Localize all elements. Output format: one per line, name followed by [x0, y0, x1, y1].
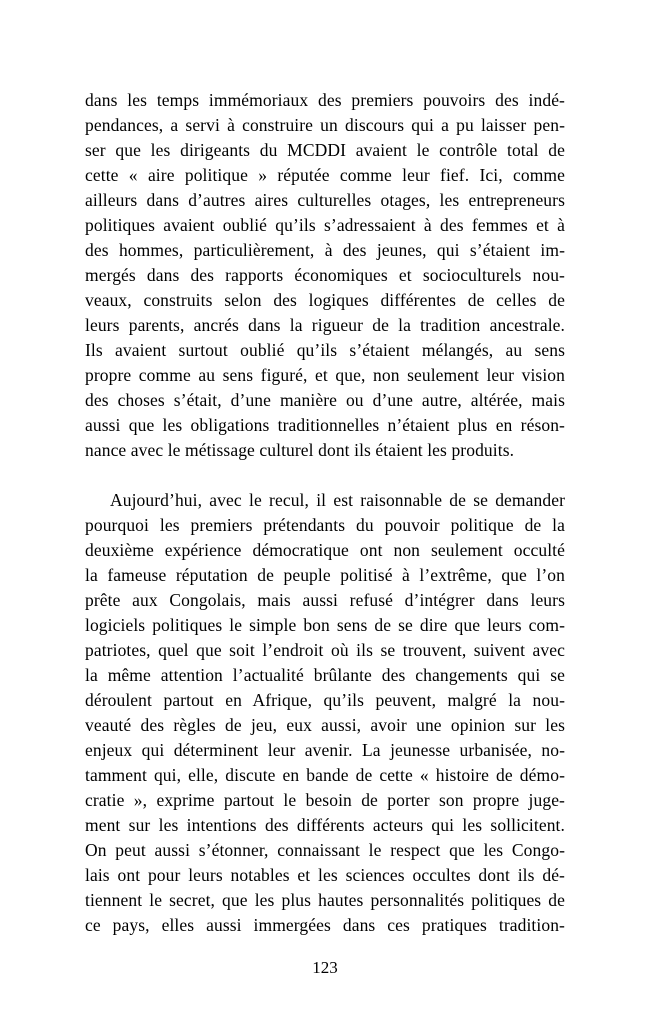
text-line: logiciels politiques le simple bon sens de se dire que leurs com- — [85, 615, 565, 635]
text-line: aussi que les obligations traditionnelles n’étaient plus en réson- — [85, 415, 565, 435]
page-text — [85, 88, 565, 963]
text-line: propre comme au sens figuré, et que, non seulement leur vision — [85, 365, 565, 385]
text-line: ment sur les intentions des différents acteurs qui les sollicitent. — [85, 815, 565, 835]
text-line: veauté des règles de jeu, eux aussi, avoir une opinion sur les — [85, 715, 565, 735]
text-line: prête aux Congolais, mais aussi refusé d’intégrer dans leurs — [85, 590, 565, 610]
paragraph — [85, 488, 565, 938]
text-line: Ils avaient surtout oublié qu’ils s’étaient mélangés, au sens — [85, 340, 565, 360]
text-line: cratie », exprime partout le besoin de porter son propre juge- — [85, 790, 565, 810]
paragraph — [85, 88, 565, 463]
text-line: tamment qui, elle, discute en bande de cette « histoire de démo- — [85, 765, 565, 785]
text-line: déroulent partout en Afrique, qu’ils peuvent, malgré la nou- — [85, 690, 565, 710]
text-line: dans les temps immémoriaux des premiers pouvoirs des indé- — [85, 90, 565, 110]
page-number: 123 — [312, 958, 338, 977]
text-line: patriotes, quel que soit l’endroit où ils se trouvent, suivent avec — [85, 640, 565, 660]
text-line: cette « aire politique » réputée comme leur fief. Ici, comme — [85, 165, 565, 185]
text-line: enjeux qui déterminent leur avenir. La jeunesse urbanisée, no- — [85, 740, 565, 760]
text-line: ser que les dirigeants du MCDDI avaient le contrôle total de — [85, 140, 565, 160]
text-line: nance avec le métissage culturel dont ils étaient les produits. — [85, 440, 515, 460]
text-line: des choses s’était, d’une manière ou d’une autre, altérée, mais — [85, 390, 565, 410]
text-line: pendances, a servi à construire un discours qui a pu laisser pen- — [85, 115, 565, 135]
text-line: Aujourd’hui, avec le recul, il est raisonnable de se demander — [110, 490, 565, 510]
text-line: politiques avaient oublié qu’ils s’adressaient à des femmes et à — [85, 215, 565, 235]
text-line: ce pays, elles aussi immergées dans ces pratiques tradition- — [85, 915, 565, 935]
text-line: leurs parents, ancrés dans la rigueur de la tradition ancestrale. — [85, 315, 565, 335]
text-line: tiennent le secret, que les plus hautes personnalités politiques de — [85, 890, 565, 910]
text-line: pourquoi les premiers prétendants du pouvoir politique de la — [85, 515, 565, 535]
text-line: des hommes, particulièrement, à des jeunes, qui s’étaient im- — [85, 240, 565, 260]
text-line: deuxième expérience démocratique ont non seulement occulté — [85, 540, 565, 560]
text-line: la fameuse réputation de peuple politisé à l’extrême, que l’on — [85, 565, 565, 585]
text-line: mergés dans des rapports économiques et socioculturels nou- — [85, 265, 565, 285]
text-line: la même attention l’actualité brûlante des changements qui se — [85, 665, 565, 685]
text-line: On peut aussi s’étonner, connaissant le respect que les Congo- — [85, 840, 565, 860]
text-line: lais ont pour leurs notables et les sciences occultes dont ils dé- — [85, 865, 565, 885]
text-line: veaux, construits selon des logiques différentes de celles de — [85, 290, 565, 310]
text-line: ailleurs dans d’autres aires culturelles otages, les entrepreneurs — [85, 190, 565, 210]
